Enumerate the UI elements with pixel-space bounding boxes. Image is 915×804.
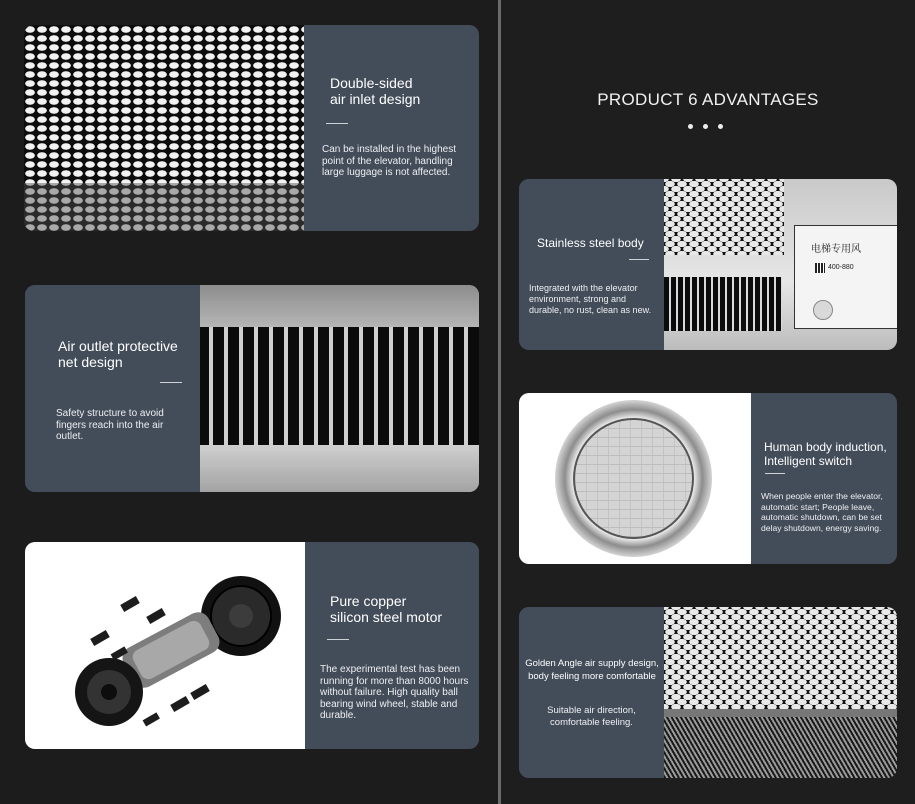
feature-text-panel <box>519 607 664 778</box>
title-divider <box>326 123 348 124</box>
feature-card-stainless-body <box>519 179 897 350</box>
feature-title: Golden Angle air supply design, body feeling more comfortable <box>525 658 659 682</box>
perforated-grille-image <box>24 25 304 231</box>
outlet-slats-image <box>200 285 479 492</box>
feature-description: When people enter the elevator, automatic start; People leave, automatic shutdown, can be set delay shutdown, energy saving. <box>761 491 883 533</box>
title-divider <box>327 639 349 640</box>
dot <box>718 124 723 129</box>
feature-description: Suitable air direction, comfortable feeling. <box>547 705 636 728</box>
angled-grille-image <box>664 607 897 778</box>
body-perforation <box>664 179 784 255</box>
feature-text-panel <box>25 285 200 492</box>
feature-text-panel <box>519 179 664 350</box>
title-divider <box>629 259 649 260</box>
feature-description: The experimental test has been running for more than 8000 hours without failure. High quality ball bearing wind wheel, stable and durable. <box>320 664 469 721</box>
dot <box>688 124 693 129</box>
magnet-piece <box>120 596 140 612</box>
section-heading: PRODUCT 6 ADVANTAGES <box>597 90 819 109</box>
feature-title: Air outlet protective net design <box>58 338 178 370</box>
feature-card-motor <box>25 542 479 749</box>
qr-icon <box>815 263 825 273</box>
feature-text-panel <box>305 542 479 749</box>
sensor-dome-image <box>519 393 751 564</box>
motor-illustration <box>25 542 305 749</box>
label-phone: 400-880 <box>828 264 854 271</box>
grille-perforation <box>664 607 897 709</box>
feature-title: Human body induction, Intelligent switch <box>764 440 887 468</box>
feature-description: Can be installed in the highest point of the elevator, handling large luggage is not affected. <box>322 144 456 178</box>
sensor-lens <box>573 418 694 539</box>
sensor-window <box>813 300 833 320</box>
exploded-motor-image <box>25 542 305 749</box>
feature-title: Stainless steel body <box>537 236 644 250</box>
grille-shadow-band <box>24 183 304 231</box>
feature-card-golden-angle <box>519 607 897 778</box>
body-slats <box>664 277 782 331</box>
product-label-plate <box>794 225 897 329</box>
dot <box>703 124 708 129</box>
feature-card-human-induction <box>519 393 897 564</box>
title-divider <box>765 473 785 474</box>
feature-title: Pure copper silicon steel motor <box>330 593 443 625</box>
title-divider <box>160 382 182 383</box>
label-text: 电梯专用风 <box>811 244 861 255</box>
right-column <box>501 0 915 804</box>
outlet-slats <box>200 327 479 445</box>
grille-edge <box>664 709 897 717</box>
heading-dots <box>688 124 723 129</box>
feature-description: Safety structure to avoid fingers reach into the air outlet. <box>56 408 164 442</box>
feature-title: Double-sided air inlet design <box>330 75 421 107</box>
outlet-bottom-casing <box>200 445 479 492</box>
feature-text-panel <box>751 393 897 564</box>
stainless-body-image <box>664 179 897 350</box>
feature-card-air-outlet <box>25 285 479 492</box>
grille-angled-vanes <box>664 717 897 778</box>
outlet-top-casing <box>200 285 479 327</box>
feature-description: Integrated with the elevator environment, strong and durable, no rust, clean as new. <box>529 283 652 315</box>
feature-text-panel <box>304 25 479 231</box>
feature-card-air-inlet <box>24 25 479 231</box>
